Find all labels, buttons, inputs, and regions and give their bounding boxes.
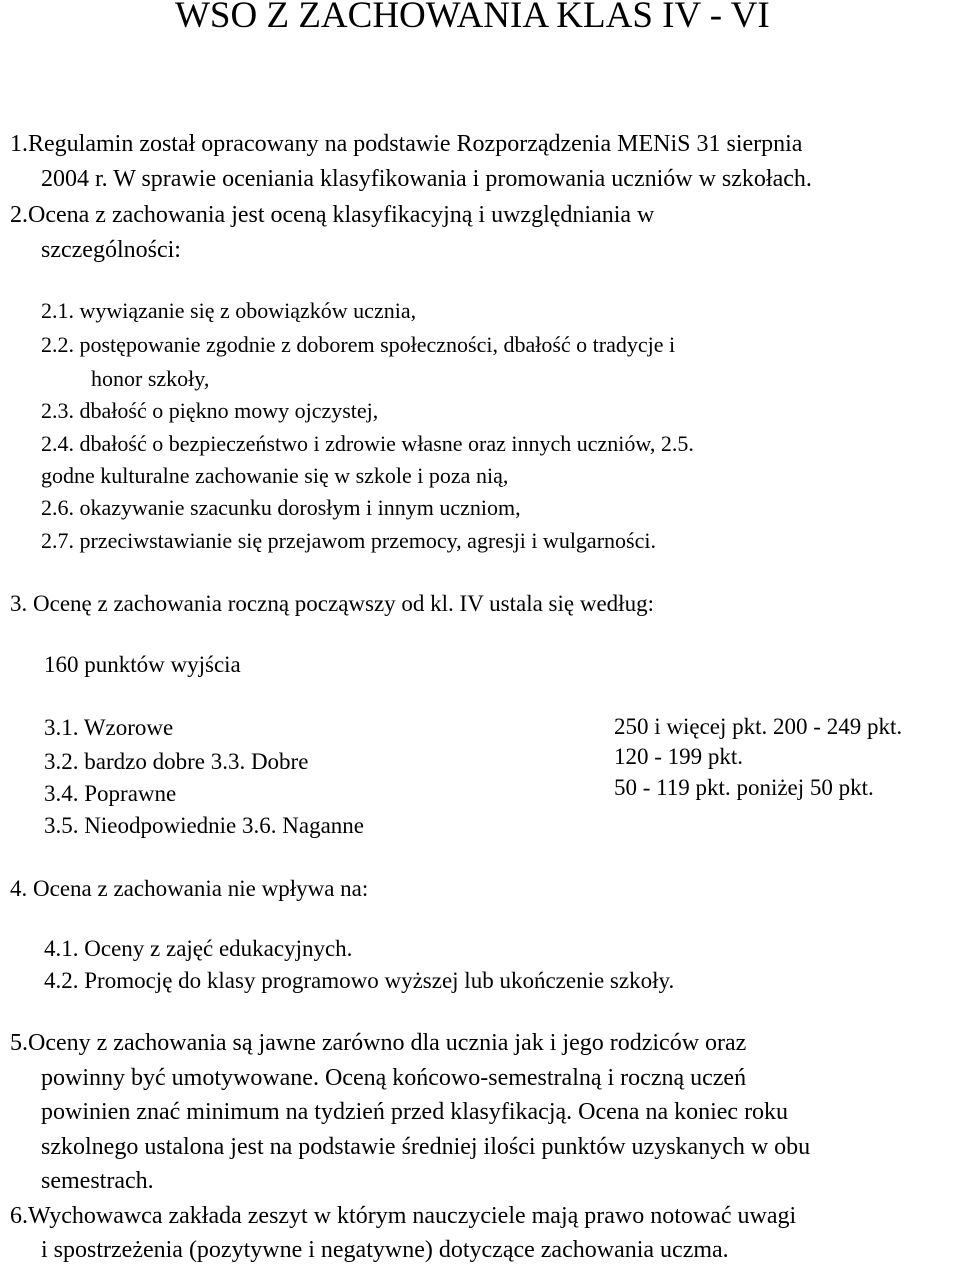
section-6-line: i spostrzeżenia (pozytywne i negatywne) dotyczące zachowania uczma. [41, 1237, 729, 1263]
section-2-item: 2.7. przeciwstawianie się przejawom przemocy, agresji i wulgarności. [41, 528, 656, 553]
section-5-line: szkolnego ustalona jest na podstawie średniej ilości punktów uzyskanych w obu [41, 1134, 811, 1160]
section-1-line-2: 2004 r. W sprawie oceniania klasyfikowania i promowania uczniów w szkołach. [41, 166, 812, 192]
section-2-item: 2.2. postępowanie zgodnie z doborem społeczności, dbałość o tradycje i [41, 332, 676, 357]
grade-row: 3.1. Wzorowe [44, 715, 174, 740]
start-points-text: 160 punktów wyjścia [44, 652, 241, 677]
section-2-line-2: szczególności: [41, 237, 181, 263]
section-2-item: 2.4. dbałość o bezpieczeństwo i zdrowie własne oraz innych uczniów, 2.5. [41, 431, 694, 456]
section-2-line-1: 2.Ocena z zachowania jest oceną klasyfikacyjną i uwzględniania w [10, 202, 655, 228]
section-5-line: powinny być umotywowane. Oceną końcowo-semestralną i roczną uczeń [41, 1065, 747, 1091]
section-5-line: powinien znać minimum na tydzień przed klasyfikacją. Ocena na koniec roku [41, 1099, 789, 1125]
points-range-row: 50 - 119 pkt. poniżej 50 pkt. [614, 775, 874, 800]
section-4-item: 4.2. Promocję do klasy programowo wyższej lub ukończenie szkoły. [44, 968, 675, 993]
points-range-row: 120 - 199 pkt. [614, 744, 744, 769]
section-1-line-1: 1.Regulamin został opracowany na podstawie Rozporządzenia MENiS 31 sierpnia [10, 131, 803, 157]
section-4-item: 4.1. Oceny z zajęć edukacyjnych. [44, 936, 353, 961]
section-4-heading: 4. Ocena z zachowania nie wpływa na: [10, 876, 369, 901]
points-range-row: 250 i więcej pkt. 200 - 249 pkt. [614, 714, 903, 739]
grade-row: 3.2. bardzo dobre 3.3. Dobre [44, 749, 309, 774]
grade-row: 3.4. Poprawne [44, 781, 177, 806]
grade-row: 3.5. Nieodpowiednie 3.6. Naganne [44, 813, 365, 838]
page-title: WSO Z ZACHOWANIA KLAS IV - VI [175, 0, 770, 36]
section-2-item: 2.1. wywiązanie się z obowiązków ucznia, [41, 298, 417, 323]
section-6-line: 6.Wychowawca zakłada zeszyt w którym nauczyciele mają prawo notować uwagi [10, 1203, 797, 1229]
section-3-heading: 3. Ocenę z zachowania roczną począwszy od kl. IV ustala się według: [10, 591, 654, 616]
section-2-item-continuation: honor szkoły, [91, 366, 210, 391]
section-2-item: 2.3. dbałość o piękno mowy ojczystej, [41, 398, 379, 423]
section-5-line: 5.Oceny z zachowania są jawne zarówno dla ucznia jak i jego rodziców oraz [10, 1030, 747, 1056]
section-5-line: semestrach. [41, 1168, 154, 1194]
section-2-item: 2.6. okazywanie szacunku dorosłym i innym uczniom, [41, 495, 521, 520]
section-2-item: godne kulturalne zachowanie się w szkole i poza nią, [41, 463, 509, 488]
